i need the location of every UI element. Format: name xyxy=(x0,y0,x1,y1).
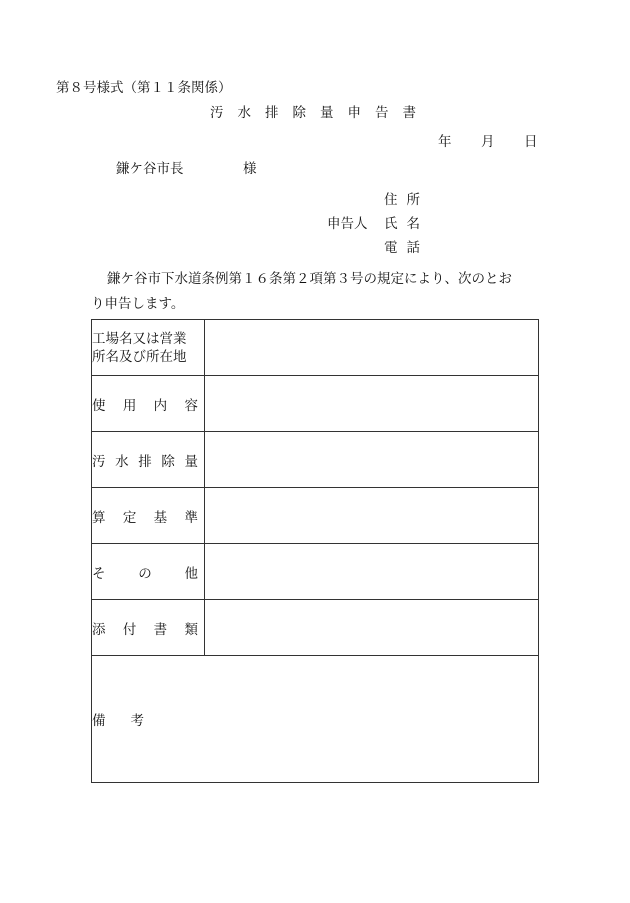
label-char: 算 xyxy=(92,509,106,526)
document-title: 汚水排除量申告書 xyxy=(210,105,430,121)
label-char: 書 xyxy=(153,621,168,638)
row-label-other xyxy=(92,544,205,600)
applicant-name-label: 氏名 xyxy=(384,216,429,232)
label-char: 用 xyxy=(122,397,137,414)
body-text-line2: り申告します。 xyxy=(91,296,185,312)
label-char: 水 xyxy=(115,453,129,470)
field-usage[interactable] xyxy=(205,376,539,432)
label-line2: 所名及び所在地 xyxy=(92,348,187,365)
remarks-label xyxy=(92,709,144,729)
label-char: 定 xyxy=(122,509,137,526)
field-attachments[interactable] xyxy=(205,600,539,656)
date-day: 日 xyxy=(524,134,538,150)
table-row xyxy=(92,600,539,656)
label-char: 除 xyxy=(161,453,175,470)
label-char: 排 xyxy=(138,453,152,470)
label-char: 添 xyxy=(92,621,106,638)
label-char: 量 xyxy=(184,453,198,470)
row-label-factory xyxy=(92,320,205,376)
label-char: 内 xyxy=(153,397,168,414)
label-char: 汚 xyxy=(92,453,106,470)
label-char: 基 xyxy=(153,509,168,526)
field-factory-location[interactable] xyxy=(205,320,539,376)
table-row xyxy=(92,432,539,488)
table-row xyxy=(92,320,539,376)
label-line1: 工場名又は営業 xyxy=(92,330,187,347)
table-row xyxy=(92,656,539,783)
applicant-phone-label: 電話 xyxy=(384,240,429,256)
addressee-honorific: 様 xyxy=(243,161,257,177)
label-char: 使 xyxy=(92,397,106,414)
applicant-address-label: 住所 xyxy=(384,192,429,208)
row-label-usage xyxy=(92,376,205,432)
label-char: 準 xyxy=(184,509,198,526)
row-label-discharge-volume xyxy=(92,432,205,488)
row-label-attachments xyxy=(92,600,205,656)
label-char: 考 xyxy=(130,713,144,729)
table-row xyxy=(92,376,539,432)
table-row xyxy=(92,488,539,544)
applicant-label: 申告人 xyxy=(327,216,368,232)
declaration-table xyxy=(91,319,539,783)
label-char: の xyxy=(138,565,152,582)
label-char: 類 xyxy=(184,621,198,638)
label-char: 他 xyxy=(184,565,198,582)
body-text-line1: 鎌ケ谷市下水道条例第１６条第２項第３号の規定により、次のとお xyxy=(107,271,512,287)
date-month: 月 xyxy=(481,134,495,150)
field-calculation-basis[interactable] xyxy=(205,488,539,544)
table-row xyxy=(92,544,539,600)
label-char: 付 xyxy=(122,621,137,638)
date-year: 年 xyxy=(438,134,452,150)
remarks-cell[interactable] xyxy=(92,656,539,783)
form-number: 第８号様式（第１１条関係） xyxy=(56,80,232,96)
label-char: そ xyxy=(92,565,106,582)
addressee-mayor: 鎌ケ谷市長 xyxy=(116,161,184,177)
field-discharge-volume[interactable] xyxy=(205,432,539,488)
date-line xyxy=(438,133,567,151)
label-char: 容 xyxy=(184,397,198,414)
row-label-calculation-basis xyxy=(92,488,205,544)
label-char: 備 xyxy=(92,713,106,729)
field-other[interactable] xyxy=(205,544,539,600)
